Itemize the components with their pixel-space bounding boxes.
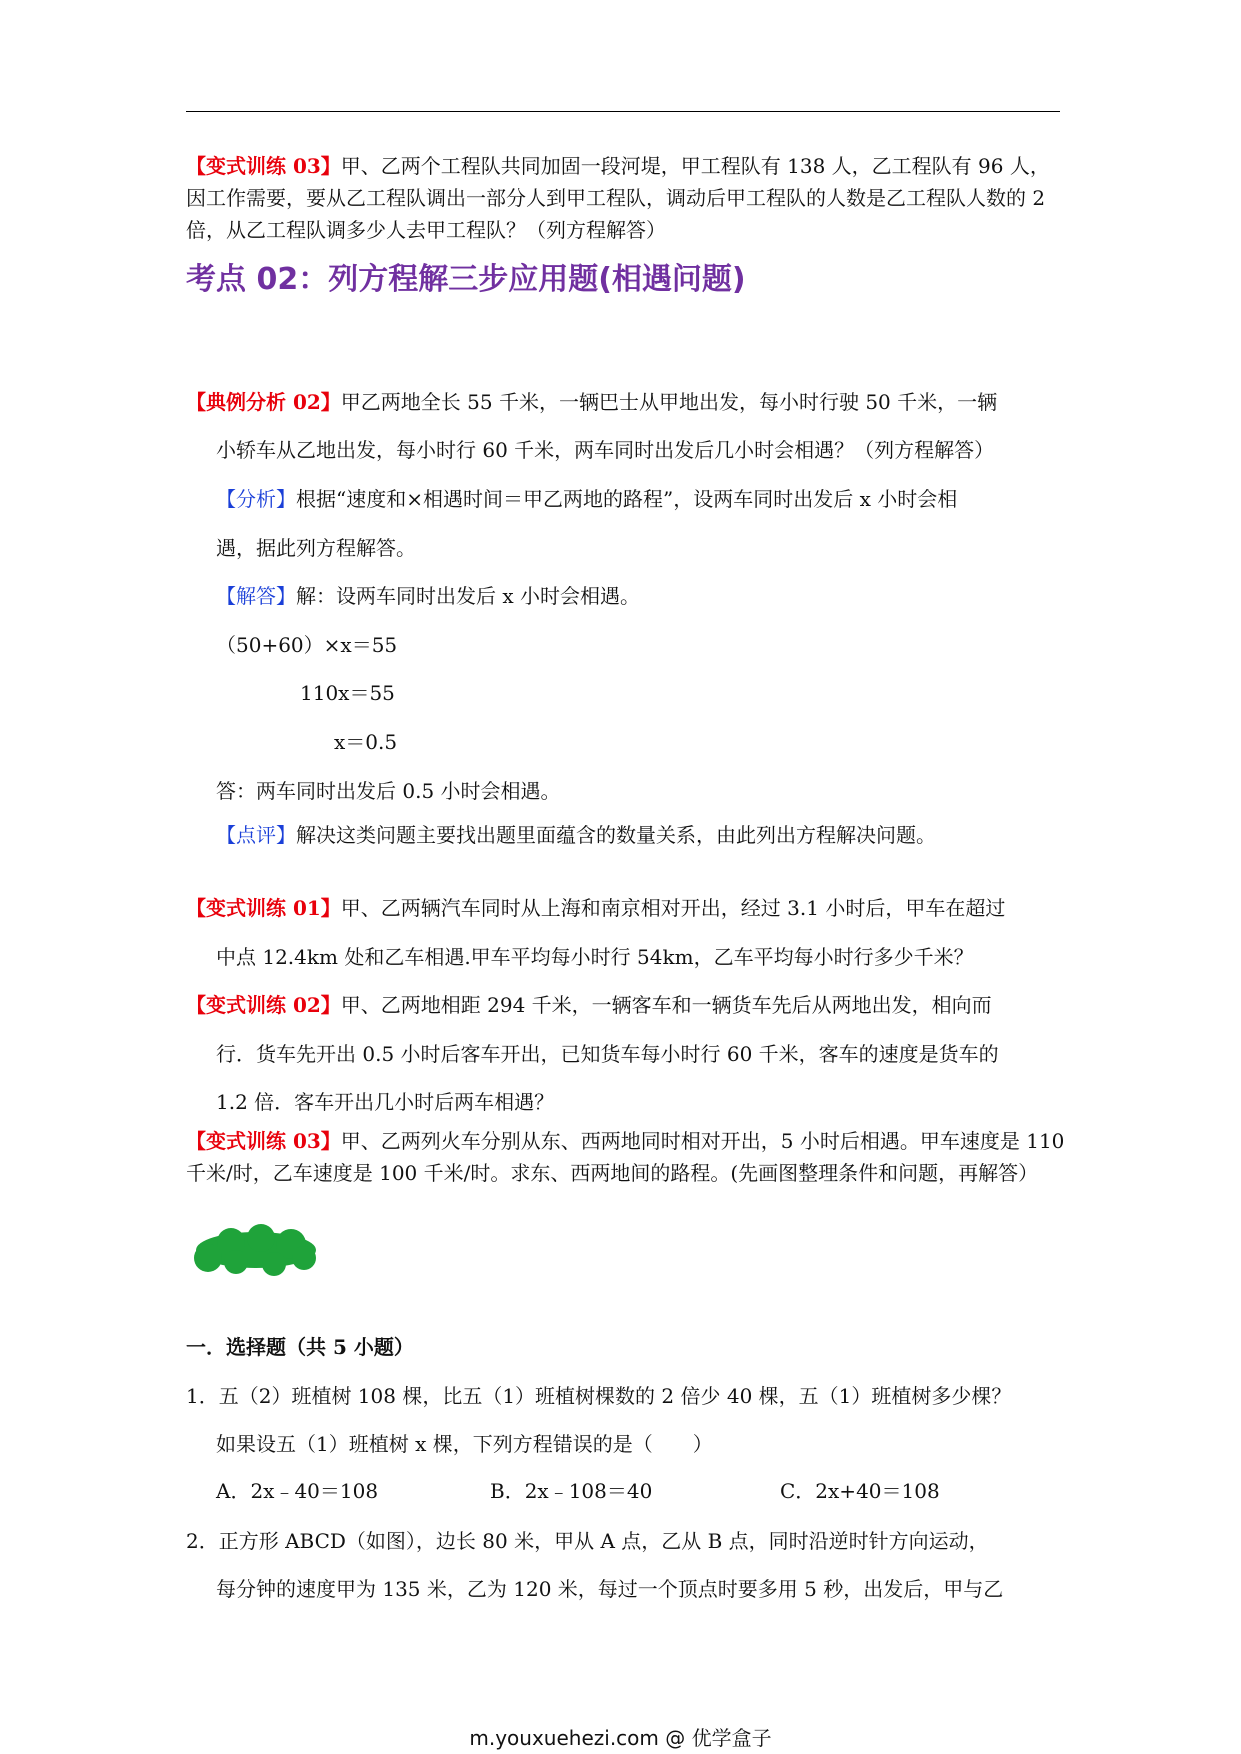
answer-intro: 解：设两车同时出发后 x 小时会相遇。 — [296, 584, 640, 608]
answer-conclusion: 答：两车同时出发后 0.5 小时会相遇。 — [216, 779, 561, 803]
equation-1: （50+60）×x＝55 — [216, 633, 398, 657]
example-text-1: 甲乙两地全长 55 千米，一辆巴士从甲地出发，每小时行驶 50 千米，一辆 — [340, 390, 998, 414]
analysis-text-1: 根据“速度和×相遇时间＝甲乙两地的路程”，设两车同时出发后 x 小时会相 — [296, 487, 958, 511]
variant1-line-2: 中点 12.4km 处和乙车相遇.甲车平均每小时行 54km，乙车平均每小时行多少千米？ — [216, 945, 974, 969]
variant3-tag: 【变式训练 03】 — [186, 1129, 341, 1153]
review-text: 解决这类问题主要找出题里面蕴含的数量关系，由此列出方程解决问题。 — [296, 823, 936, 847]
choice-section-title: 一．选择题（共 5 小题） — [186, 1335, 414, 1359]
variant-top-paragraph — [186, 150, 1066, 246]
equation-2: 110x＝55 — [300, 681, 395, 705]
analysis-tag: 【分析】 — [216, 487, 296, 511]
variant1-tag: 【变式训练 01】 — [186, 896, 341, 920]
header-rule — [186, 111, 1060, 112]
review-tag: 【点评】 — [216, 823, 296, 847]
green-scribble-blob — [186, 1220, 326, 1280]
variant-top-text: 甲、乙两个工程队共同加固一段河堤，甲工程队有 138 人，乙工程队有 96 人，因工作需要，要从乙工程队调出一部分人到甲工程队，调动后甲工程队的人数是乙工程队人数的 2 倍，从乙工程队调多少人去甲工程队？（列方程解答） — [186, 154, 1050, 242]
q1-option-b: B．2x﹣108＝40 — [490, 1479, 653, 1503]
variant2-text-1: 甲、乙两地相距 294 千米，一辆客车和一辆货车先后从两地出发，相向而 — [340, 993, 992, 1017]
variant1-line-1 — [186, 892, 1005, 924]
q2-line-1: 2．正方形 ABCD（如图），边长 80 米，甲从 A 点，乙从 B 点，同时沿逆时针方向运动， — [186, 1529, 989, 1553]
variant2-line-3: 1.2 倍．客车开出几小时后两车相遇？ — [216, 1090, 555, 1114]
q1-line-1: 1．五（2）班植树 108 棵，比五（1）班植树棵数的 2 倍少 40 棵，五（1）班植树多少棵？ — [186, 1384, 1012, 1408]
q1-line-2: 如果设五（1）班植树 x 棵，下列方程错误的是（ ） — [216, 1432, 713, 1456]
variant2-line-2: 行．货车先开出 0.5 小时后客车开出，已知货车每小时行 60 千米，客车的速度是货车的 — [216, 1042, 999, 1066]
equation-3: x＝0.5 — [334, 730, 398, 754]
variant3-paragraph — [186, 1125, 1066, 1189]
footer-watermark[interactable]: m.youxuehezi.com @ 优学盒子 — [469, 1726, 772, 1750]
example-tag: 【典例分析 02】 — [186, 390, 341, 414]
analysis-line-2: 遇，据此列方程解答。 — [216, 536, 416, 560]
variant2-line-1 — [186, 989, 992, 1021]
variant-top-tag: 【变式训练 03】 — [186, 154, 341, 178]
review-line — [216, 819, 936, 851]
section-heading: 考点 02：列方程解三步应用题(相遇问题) — [186, 262, 746, 297]
variant3-text: 甲、乙两列火车分别从东、西两地同时相对开出，5 小时后相遇。甲车速度是 110 千米/时，乙车速度是 100 千米/时。求东、西两地间的路程。(先画图整理条件和问题，再解答） — [186, 1129, 1065, 1185]
answer-tag: 【解答】 — [216, 584, 296, 608]
q1-option-a: A．2x﹣40＝108 — [216, 1479, 379, 1503]
q2-line-2: 每分钟的速度甲为 135 米，乙为 120 米，每过一个顶点时要多用 5 秒，出发后，甲与乙 — [216, 1577, 1004, 1601]
example-line-1 — [186, 386, 997, 418]
q1-option-c: C．2x+40＝108 — [780, 1479, 940, 1503]
analysis-line-1 — [216, 483, 957, 515]
example-line-2: 小轿车从乙地出发，每小时行 60 千米，两车同时出发后几小时会相遇？（列方程解答） — [216, 438, 995, 462]
variant2-tag: 【变式训练 02】 — [186, 993, 341, 1017]
answer-line — [216, 580, 640, 612]
variant1-text-1: 甲、乙两辆汽车同时从上海和南京相对开出，经过 3.1 小时后，甲车在超过 — [340, 896, 1006, 920]
